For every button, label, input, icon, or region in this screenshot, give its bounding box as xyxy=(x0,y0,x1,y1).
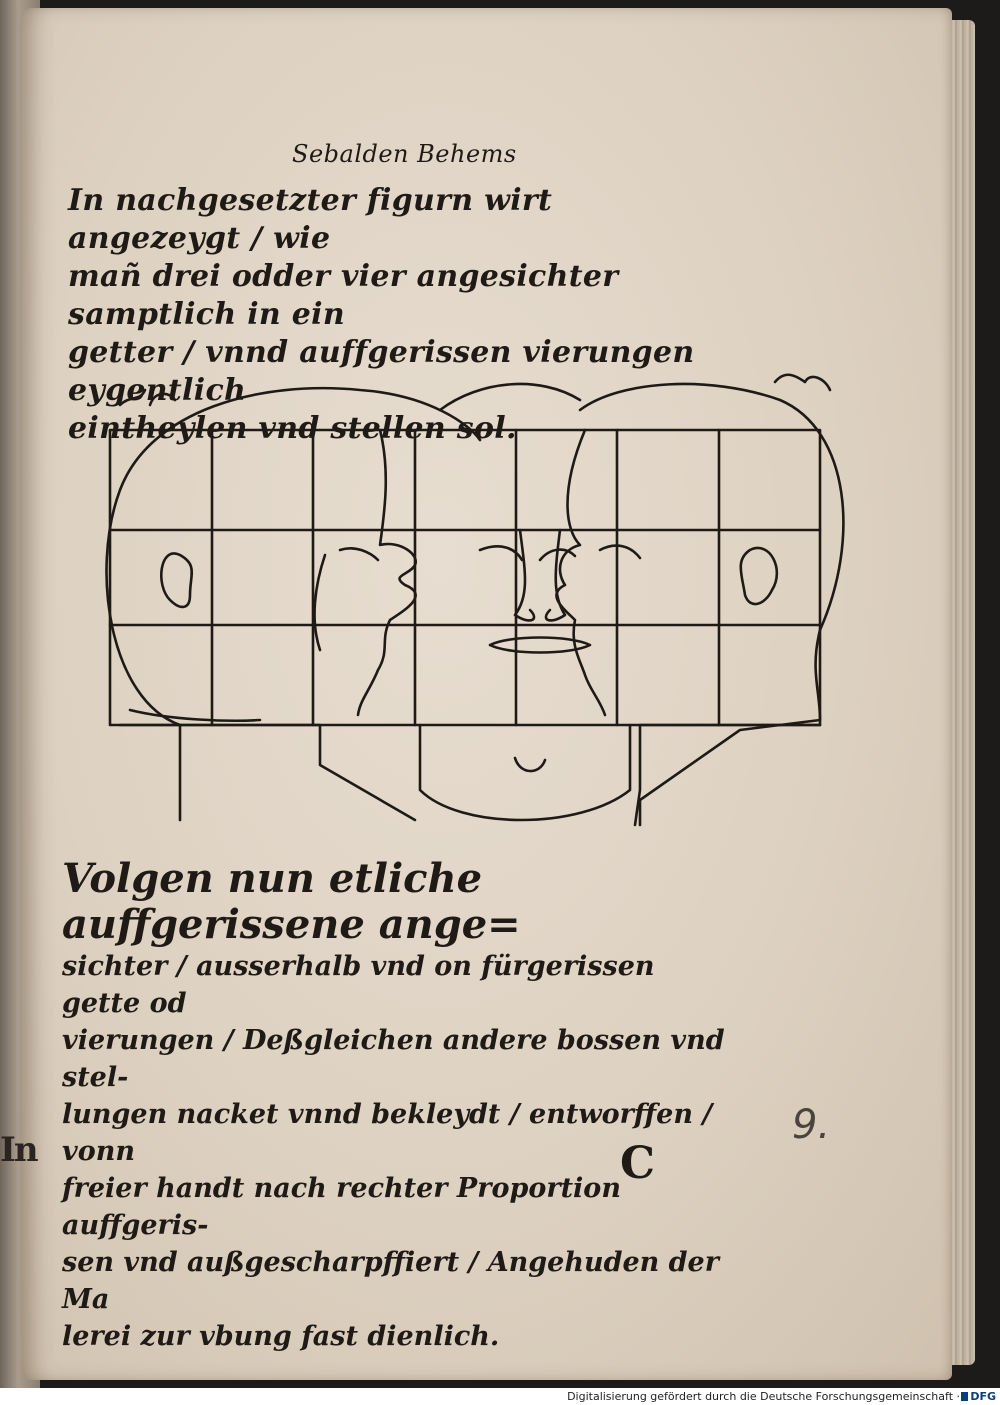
intro-line: getter / vnnd auffgerissen vierungen eygentlich xyxy=(68,335,695,408)
left-neck xyxy=(120,725,415,820)
digitization-footer xyxy=(0,1388,1000,1405)
body-line: lungen nacket vnnd bekleydt / entworffen / vonn xyxy=(62,1099,713,1167)
right-eye xyxy=(600,546,640,558)
right-head-outline xyxy=(580,384,843,825)
folio-number: 9. xyxy=(792,1102,831,1148)
intro-line: In nachgesetzter figurn wirt angezeygt / wie xyxy=(68,183,553,256)
body-lead-line: Volgen nun etliche auffgerissene ange= xyxy=(62,855,521,948)
left-jaw xyxy=(130,710,260,721)
woodcut-figure xyxy=(60,370,860,830)
body-line: sen vnd außgescharpffiert / Angehuden der Ma xyxy=(62,1247,719,1315)
body-line: vierungen / Deßgleichen andere bossen vnd stel- xyxy=(62,1025,725,1093)
signature-mark: C xyxy=(620,1138,656,1189)
center-neck xyxy=(420,725,630,820)
body-line: sichter / ausserhalb vnd on fürgerissen gette od xyxy=(62,951,655,1019)
running-title: Sebalden Behems xyxy=(292,140,517,168)
center-nose-left xyxy=(515,530,534,620)
footer-credit: Digitalisierung gefördert durch die Deutsche Forschungsgemeinschaft · xyxy=(567,1390,960,1403)
three-faces-grid-illustration xyxy=(60,370,860,830)
right-hair xyxy=(775,375,830,390)
left-head-outline xyxy=(107,388,481,820)
left-ear xyxy=(161,553,191,607)
right-ear xyxy=(741,548,777,604)
left-eye xyxy=(340,548,378,560)
intro-line: mañ drei odder vier angesichter samptlich in ein xyxy=(68,259,619,332)
body-paragraph xyxy=(62,856,742,1355)
left-hair xyxy=(120,390,175,405)
intro-line: eintheylen vnd stellen sol. xyxy=(68,411,517,446)
left-cheek xyxy=(315,555,325,650)
center-chin-dimple xyxy=(515,758,545,771)
left-face-profile xyxy=(358,430,416,715)
dfg-logo: DFG xyxy=(961,1390,996,1403)
grid-frame xyxy=(110,430,820,725)
facing-page-bleed-text: In xyxy=(0,1130,37,1170)
right-face-profile xyxy=(556,430,605,715)
body-line: lerei zur vbung fast dienlich. xyxy=(62,1321,500,1352)
body-line: freier handt nach rechter Proportion auffgeris- xyxy=(62,1173,621,1241)
center-head-top xyxy=(440,384,580,410)
